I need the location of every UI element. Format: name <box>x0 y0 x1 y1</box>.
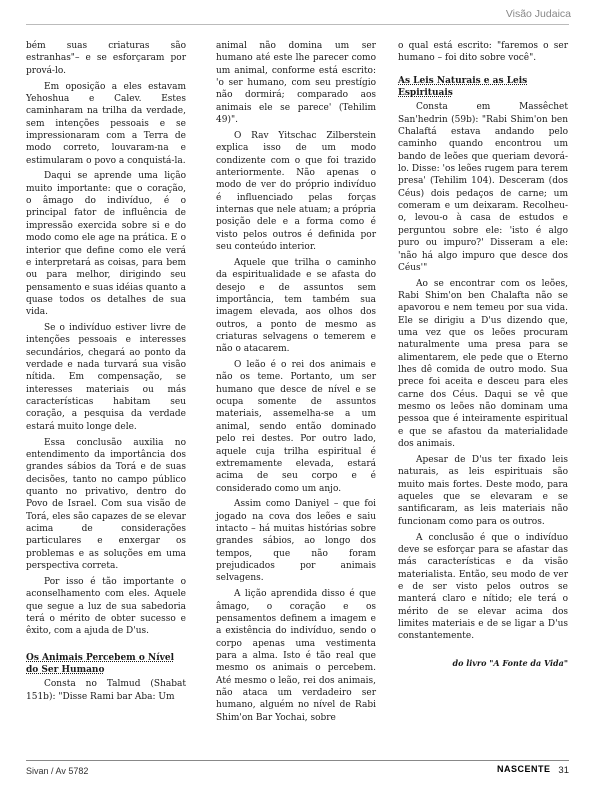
paragraph: bém suas criaturas são estranhas"– e se esforçaram por prová-lo. <box>26 41 186 76</box>
paragraph: O Rav Yitschac Zilberstein explica isso de um modo condizente com o que foi trazido anteriormente. Não apenas o modo de ver do próprio indivíduo é influenciado pelas forças internas que nele atuam; a própria posição dele e a forma como é visto pelos outros é definida por seu conteúdo interior. <box>216 130 376 252</box>
paragraph: Essa conclusão auxilia no entendimento da importância dos grandes sábios da Torá e de suas decisões, tanto no campo público quanto no privativo, dentro do Povo de Israel. Com sua visão de Torá, eles são capazes de se elevar acima de considerações particulares e enxergar os problemas e as soluções em uma perspectiva correta. <box>26 437 186 572</box>
paragraph: Por isso é tão importante o aconselhamento com eles. Aquele que segue a luz de sua sabedoria terá o mérito de obter sucesso e êxito, com a ajuda de D'us. <box>26 576 186 637</box>
source-credit: do livro "A Fonte da Vida" <box>452 657 568 668</box>
section-heading: As Leis Naturais e as Leis Espirituais <box>398 75 528 99</box>
section-heading: Os Animais Percebem o Nível do Ser Humano <box>26 652 174 675</box>
paragraph: Aquele que trilha o caminho da espiritualidade e se afasta do desejo e de assuntos sem importância, tem também sua imagem elevada, aos olhos dos outros, a ponto de mesmo as criaturas selvagens o temerem e não o atacarem. <box>216 257 376 355</box>
header-rule <box>26 24 569 25</box>
section-label: Visão Judaica <box>505 8 571 20</box>
paragraph: Se o indivíduo estiver livre de intenções pessoais e interesses secundários, chegará ao ponto da verdade e nada turvará sua visão nítida. Em compensação, se interesses materiais ou más características habitam seu coração, a pesquisa da verdade estará muito longe dele. <box>26 323 186 432</box>
paragraph: Consta no Talmud (Shabat 151b): "Disse Rami bar Aba: Um <box>26 679 186 702</box>
paragraph: Daqui se aprende uma lição muito importante: que o coração, o âmago do indivíduo, é o principal fator de influência de impressão exercida sobre si e do modo como ele age na prática. E o interior que define como ele verá e interpretará as coisas, para bem ou para melhor, dirigindo seu pensamento e suas idéias quanto a quase todos os detalhes de sua vida. <box>26 171 186 318</box>
column-1 <box>26 40 186 707</box>
paragraph: Em oposição a eles estavam Yehoshua e Calev. Estes caminharam na trilha da verdade, sem intenções pessoais e se impressionaram com a Terra de modo correto, louvaram-na e estimularam o povo a conquistá-la. <box>26 81 186 166</box>
column-3 <box>398 40 568 669</box>
footer-rule <box>26 760 569 761</box>
paragraph: Apesar de D'us ter fixado leis naturais, as leis espirituais são muito mais fortes. Deste modo, para aqueles que se elevaram e se santificaram, as leis materiais não funcionam como para os outros. <box>398 455 568 527</box>
paragraph: o qual está escrito: "faremos o ser humano – foi dito sobre você". <box>398 41 568 64</box>
page-number: 31 <box>558 765 569 776</box>
paragraph: animal não domina um ser humano até este lhe parecer como um animal, conforme está escrito: 'o ser humano, com seu prestígio não dormirá; comparado aos animais ele se parece' (Tehilim 49)". <box>216 41 376 126</box>
column-2 <box>216 40 376 728</box>
paragraph: O leão é o rei dos animais e não os teme. Portanto, um ser humano que desce de nível e se ocupa somente de assuntos materiais, assemelha-se a um animal, sendo então dominado pelo rei destes. Por outro lado, aquele cuja trilha espiritual é extremamente elevada, estará acima de seu corpo e é considerado como um anjo. <box>216 360 376 494</box>
paragraph: Assim como Daniyel – que foi jogado na cova dos leões e saiu intacto – há muitas histórias sobre grandes sábios, ao longo dos tempos, que não foram prejudicados por animais selvagens. <box>216 499 376 584</box>
paragraph: A lição aprendida disso é que âmago, o coração e os pensamentos definem a imagem e a existência do indivíduo, sendo o corpo apenas uma vestimenta para a alma. Isto é tão real que mesmo os animais o percebem. Até mesmo o leão, rei dos animais, não ataca um verdadeiro ser humano, alguém no nível de Rabi Shim'on Bar Yochai, sobre <box>216 589 376 723</box>
issue-date: Sivan / Av 5782 <box>26 766 89 776</box>
paragraph: Consta em Massêchet San'hedrin (59b): "Rabi Shim'on ben Chalaftá estava andando pelo caminho quando encontrou um bando de leões que queriam devorá-lo. Disse: 'os leões rugem para terem presa' (Tehilim 104). Desceram (dos Céus) dois pedaços de carne; um comeram e um deixaram. Recolheu-o, levou-o à casa de estudos e perguntou sobre ele: 'isto é algo puro ou impuro?' Disseram a ele: 'não há algo impuro que desce dos Céus'" <box>398 102 568 273</box>
paragraph: Ao se encontrar com os leões, Rabi Shim'on ben Chalafta não se apavorou e nem temeu por sua vida. Ele se dirigiu a D'us dizendo que, uma vez que os leões procuram naturalmente uma presa para se alimentarem, ele pede que o Eterno lhes dê comida de outro modo. Sua prece foi aceita e desceu para eles carne dos Céus. Daqui se vê que mesmo os leões não dominam uma pessoa que é inteiramente espiritual e que se afastou da materialidade dos animais. <box>398 278 568 450</box>
magazine-logo: NASCENTE <box>497 764 551 774</box>
paragraph: A conclusão é que o indivíduo deve se esforçar para se afastar das más características e da visão materialista. Então, seu modo de ver e de ser visto pelos outros se manterá claro e nítido; ele terá o mérito de se elevar acima dos limites materiais e de se ligar a D'us constantemente. <box>398 532 568 642</box>
